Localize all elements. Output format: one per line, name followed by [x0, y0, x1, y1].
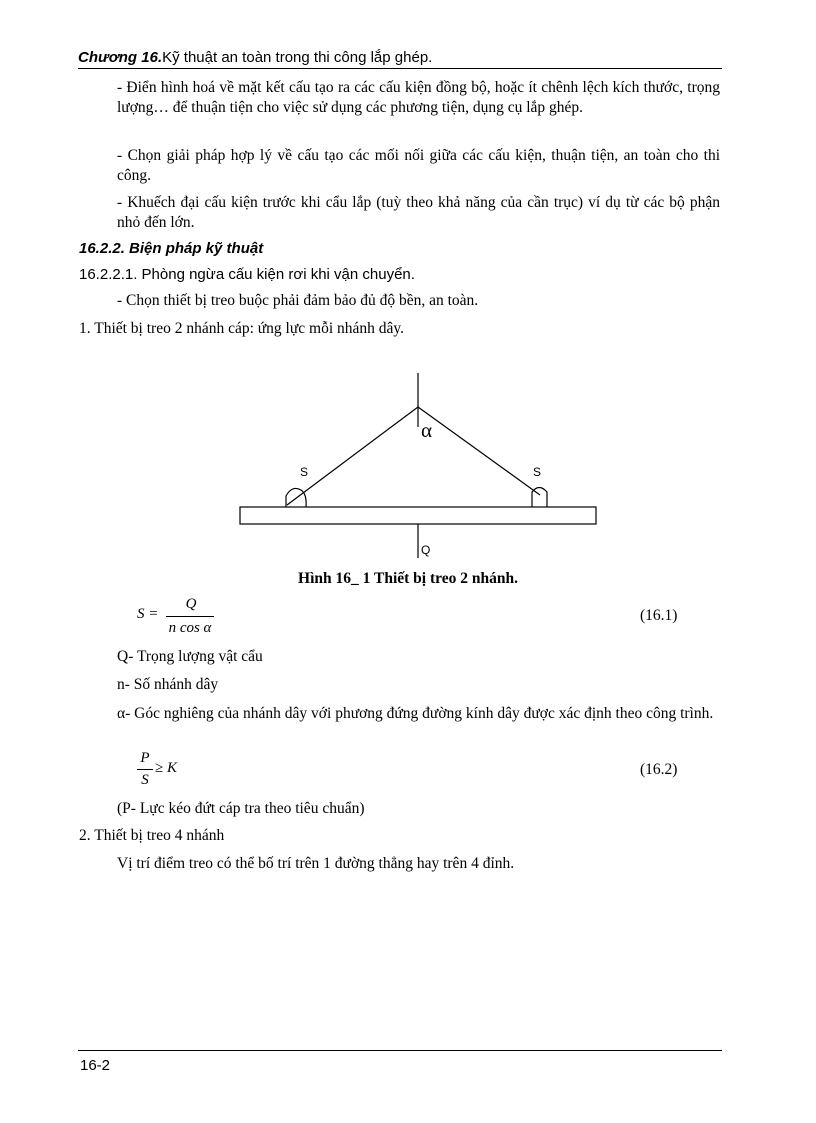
- eq2-rhs: ≥ K: [155, 760, 177, 776]
- label-s-right: S: [533, 465, 542, 479]
- eq1-denominator: n cos α: [168, 620, 212, 636]
- chapter-label: Chương 16.: [78, 49, 163, 66]
- eq2-number: (16.2): [640, 761, 678, 778]
- eq1-number: (16.1): [640, 607, 678, 624]
- figure-caption: Hình 16_ 1 Thiết bị treo 2 nhánh.: [298, 570, 518, 587]
- list-item-1: 1. Thiết bị treo 2 nhánh cáp: ứng lực mỗi nhánh dây.: [79, 320, 405, 337]
- cable-right: [418, 407, 540, 495]
- section-heading: 16.2.2. Biện pháp kỹ thuật: [79, 240, 264, 257]
- def-q: Q- Trọng lượng vật cẩu: [117, 648, 263, 665]
- label-s-left: S: [300, 465, 309, 479]
- eq1-numerator: Q: [185, 596, 197, 612]
- item2-text: Vị trí điểm treo có thể bố trí trên 1 đường thẳng hay trên 4 đỉnh.: [117, 855, 515, 872]
- eq1-fraction-bar: [166, 616, 214, 617]
- eq1-lhs: S =: [137, 606, 159, 622]
- def-n: n- Số nhánh dây: [117, 676, 219, 693]
- requirement-line: - Chọn thiết bị treo buộc phải đảm bảo đủ độ bền, an toàn.: [117, 292, 479, 309]
- label-alpha: α: [421, 418, 433, 442]
- def-alpha: α- Góc nghiêng của nhánh dây với phương đứng đường kính dây được xác định theo công trình.: [117, 705, 714, 722]
- eq2-numerator: P: [140, 750, 150, 766]
- list-item-2: 2. Thiết bị treo 4 nhánh: [79, 827, 225, 844]
- beam: [240, 507, 596, 524]
- label-q: Q: [421, 543, 431, 557]
- lifting-diagram: [230, 365, 610, 565]
- footer-rule: [78, 1050, 722, 1051]
- chapter-title: Kỹ thuật an toàn trong thi công lắp ghép.: [162, 49, 433, 66]
- page-header: [78, 49, 722, 69]
- eq2-denominator: S: [141, 772, 149, 788]
- paragraph-3: - Khuếch đại cấu kiện trước khi cẩu lắp (tuỳ theo khả năng của cần trục) ví dụ từ các bộ phận nhỏ đến lớn.: [117, 194, 720, 231]
- def-p: (P- Lực kéo đứt cáp tra theo tiêu chuẩn): [117, 800, 365, 817]
- paragraph-2: - Chọn giải pháp hợp lý về cấu tạo các mối nối giữa các cấu kiện, thuận tiện, an toàn cho thi công.: [117, 147, 720, 184]
- page-number: 16-2: [80, 1057, 111, 1074]
- eq2-fraction-bar: [137, 769, 153, 770]
- paragraph-1: - Điển hình hoá về mặt kết cấu tạo ra các cấu kiện đồng bộ, hoặc ít chênh lệch kích thước, trọng lượng… để thuận tiện cho việc sử dụng các phương tiện, dụng cụ lắp ghép.: [117, 79, 720, 116]
- subsection-heading: 16.2.2.1. Phòng ngừa cấu kiện rơi khi vận chuyển.: [79, 266, 415, 283]
- cable-left: [287, 407, 418, 505]
